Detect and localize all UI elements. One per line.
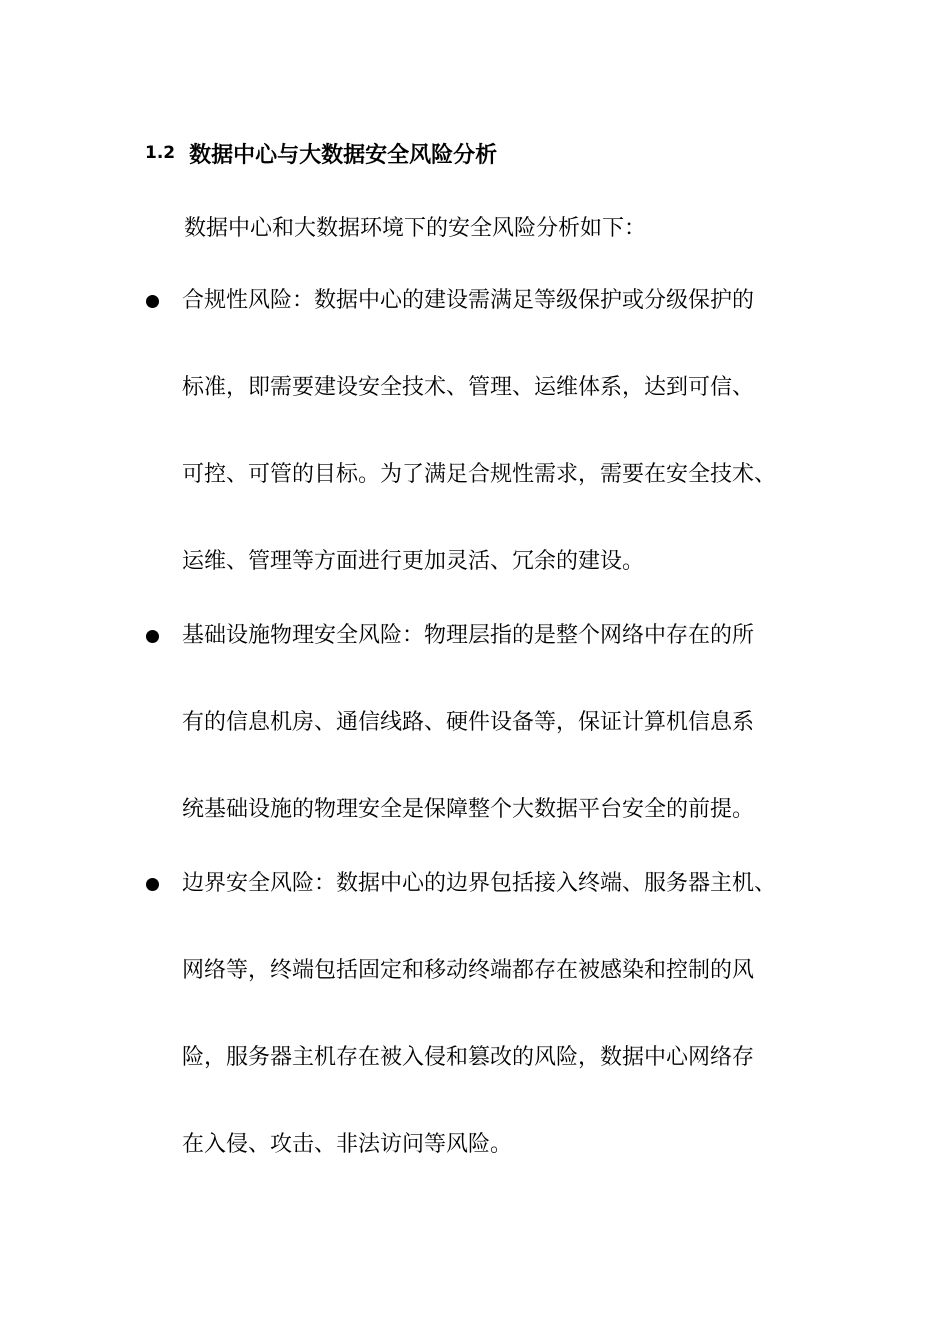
section-title: 数据中心与大数据安全风险分析 [189,142,498,168]
bullet-dot-icon [140,867,164,901]
bullet-line: 险，服务器主机存在被入侵和篡改的风险，数据中心网络存 [182,1045,755,1070]
bullet-line: 有的信息机房、通信线路、硬件设备等，保证计算机信息系 [182,710,755,735]
bullet-line: 在入侵、攻击、非法访问等风险。 [182,1132,513,1157]
bullet-line: 网络等，终端包括固定和移动终端都存在被感染和控制的风 [182,958,755,983]
bullet-dot-icon [140,619,164,653]
bullet-line: 运维、管理等方面进行更加灵活、冗余的建设。 [182,549,645,574]
intro-paragraph: 数据中心和大数据环境下的安全风险分析如下： [184,216,647,241]
section-number: 1.2 [145,143,176,163]
bullet-text [182,284,776,579]
bullet-text [182,619,754,827]
bullet-text [182,867,776,1162]
bullet-line: 合规性风险：数据中心的建设需满足等级保护或分级保护的 [182,288,755,313]
bullet-line: 边界安全风险：数据中心的边界包括接入终端、服务器主机、 [182,871,777,896]
bullet-line: 基础设施物理安全风险：物理层指的是整个网络中存在的所 [182,623,755,648]
bullet-line: 标准，即需要建设安全技术、管理、运维体系，达到可信、 [182,375,755,400]
bullet-dot-icon [140,284,164,318]
bullet-line: 统基础设施的物理安全是保障整个大数据平台安全的前提。 [182,797,755,822]
bullet-line: 可控、可管的目标。为了满足合规性需求，需要在安全技术、 [182,462,777,487]
section-heading [145,136,497,170]
